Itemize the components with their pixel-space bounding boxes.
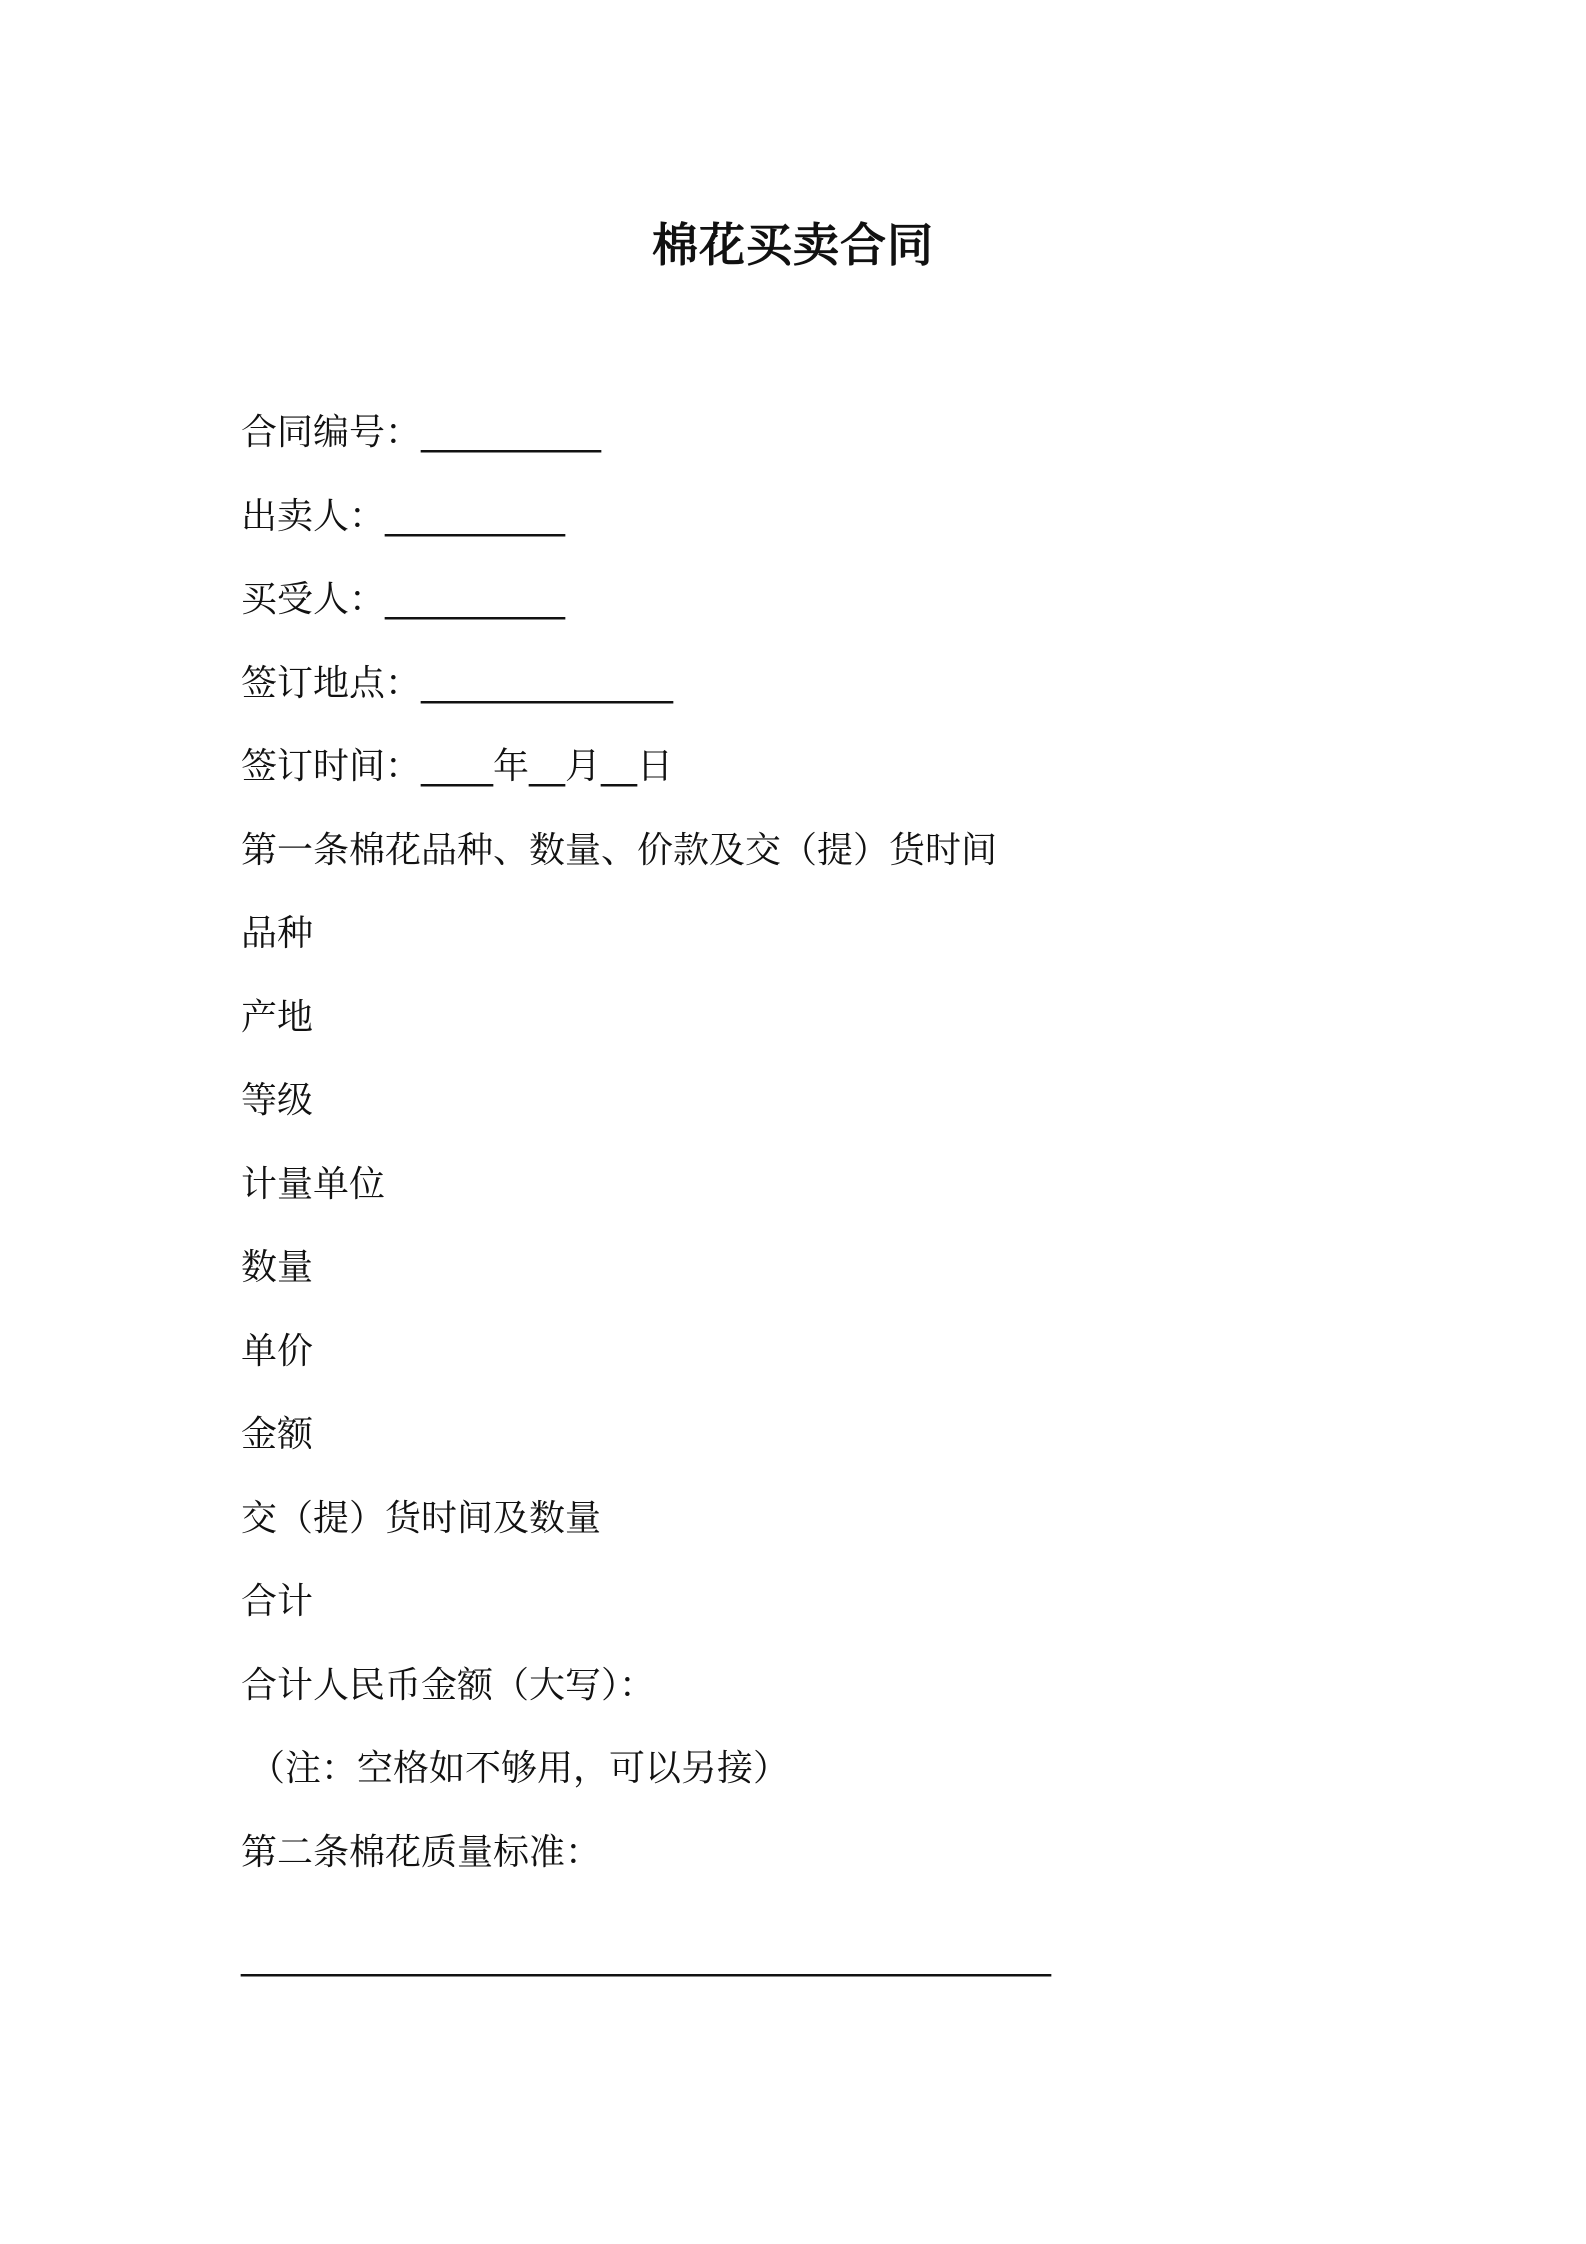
field-total-rmb-uppercase: 合计人民币金额（大写）： [241, 1664, 656, 1706]
field-variety: 品种 [241, 913, 314, 954]
buyer-line: 买受人：__________ [241, 579, 566, 620]
field-origin: 产地 [241, 996, 314, 1038]
field-unit-price: 单价 [241, 1330, 314, 1372]
article-two-heading: 第二条棉花质量标准： [241, 1831, 602, 1873]
contract-number-line: 合同编号：__________ [241, 412, 602, 453]
field-quantity: 数量 [241, 1247, 314, 1288]
quality-standard-blank: _____________________________________________ [241, 1936, 1051, 1977]
seller-line: 出卖人：__________ [241, 495, 566, 537]
document-body [241, 403, 1391, 2002]
note-line: （注：空格如不够用，可以另接） [249, 1748, 790, 1789]
document-title: 棉花买卖合同 [652, 218, 934, 272]
field-grade: 等级 [241, 1080, 314, 1121]
field-delivery-time-quantity: 交（提）货时间及数量 [241, 1497, 602, 1539]
field-amount: 金额 [241, 1414, 314, 1455]
field-total: 合计 [241, 1581, 314, 1622]
field-unit: 计量单位 [241, 1163, 386, 1205]
signing-date-line: 签订时间：____年__月__日 [241, 746, 674, 787]
article-one-heading: 第一条棉花品种、数量、价款及交（提）货时间 [241, 829, 998, 871]
signing-place-line: 签订地点：______________ [241, 662, 674, 704]
